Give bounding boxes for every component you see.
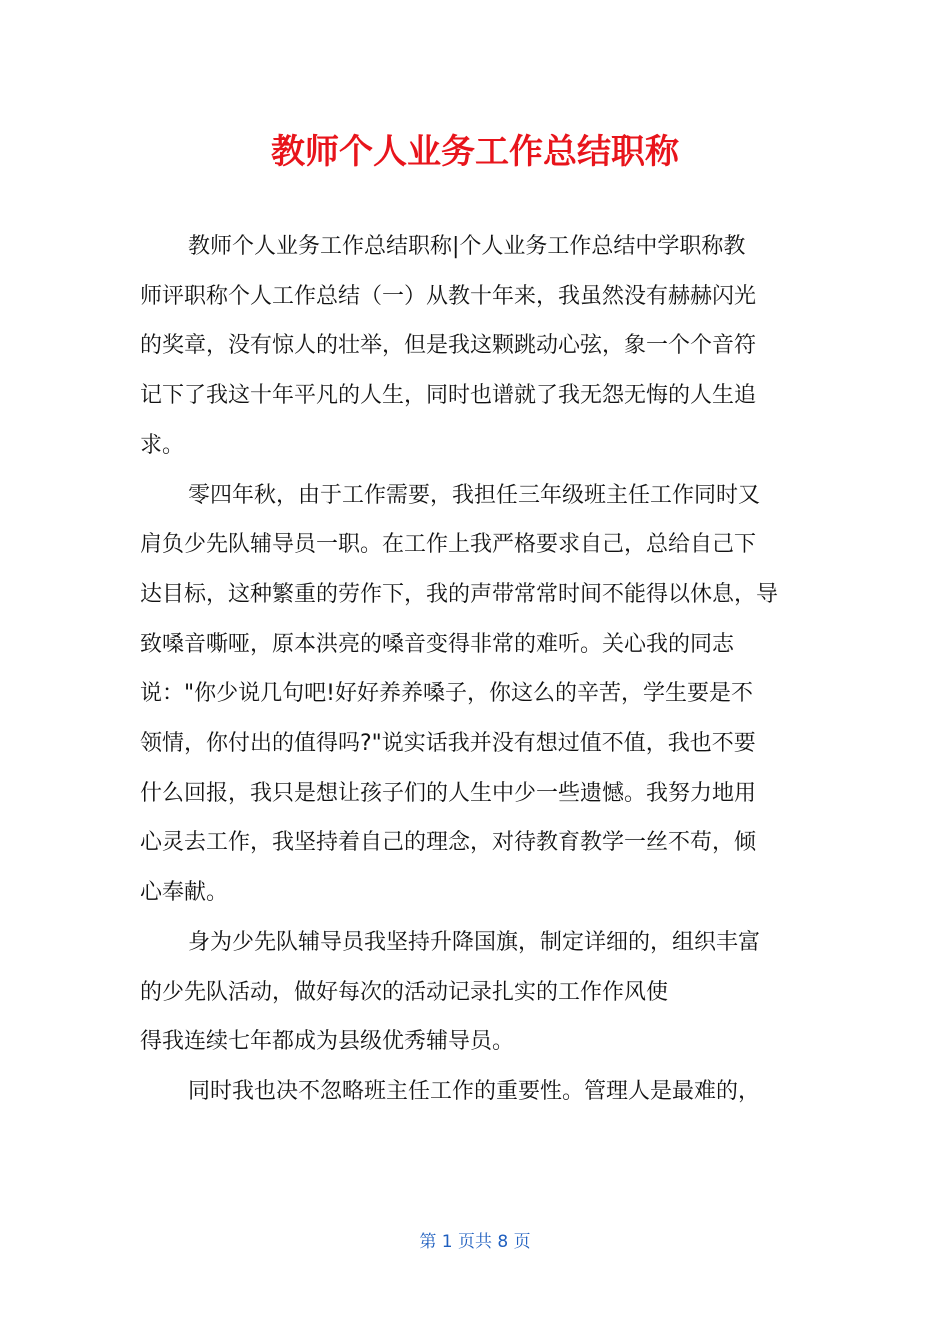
text-line: 同时我也决不忽略班主任工作的重要性。管理人是最难的， <box>188 1078 761 1104</box>
page-number-label: 第 1 页共 8 页 <box>419 1232 531 1252</box>
document-body <box>140 222 812 1117</box>
text-line: 身为少先队辅导员我坚持升降国旗，制定详细的，组织丰富 <box>188 929 761 955</box>
paragraph-2 <box>140 471 812 918</box>
text-line: 得我连续七年都成为县级优秀辅导员。 <box>140 1029 515 1055</box>
text-line: 师评职称个人工作总结（一）从教十年来，我虽然没有赫赫闪光 <box>140 283 757 309</box>
text-line: 心奉献。 <box>140 880 229 906</box>
paragraph-3 <box>140 918 812 1067</box>
text-line: 什么回报，我只是想让孩子们的人生中少一些遗憾。我努力地用 <box>140 780 757 806</box>
text-line: 求。 <box>140 432 185 458</box>
text-line: 领情，你付出的值得吗?"说实话我并没有想过值不值，我也不要 <box>140 731 756 757</box>
text-line: 的少先队活动，做好每次的活动记录扎实的工作作风使 <box>140 979 669 1005</box>
page-footer <box>0 1230 950 1254</box>
text-line: 致嗓音嘶哑，原本洪亮的嗓音变得非常的难听。关心我的同志 <box>140 631 735 657</box>
paragraph-4 <box>140 1067 812 1117</box>
paragraph-1 <box>140 222 812 471</box>
text-line: 心灵去工作，我坚持着自己的理念，对待教育教学一丝不苟，倾 <box>140 830 757 856</box>
text-line: 记下了我这十年平凡的人生，同时也谱就了我无怨无悔的人生追 <box>140 383 757 409</box>
text-line: 肩负少先队辅导员一职。在工作上我严格要求自己，总给自己下 <box>140 532 757 558</box>
document-title: 教师个人业务工作总结职称 <box>271 132 679 172</box>
text-line: 零四年秋，由于工作需要，我担任三年级班主任工作同时又 <box>188 482 761 508</box>
text-line: 的奖章，没有惊人的壮举，但是我这颗跳动心弦，象一个个音符 <box>140 333 757 359</box>
text-line: 教师个人业务工作总结职称|个人业务工作总结中学职称教 <box>188 234 746 259</box>
text-line: 说："你少说几句吧!好好养养嗓子，你这么的辛苦，学生要是不 <box>140 681 753 707</box>
text-line: 达目标，这种繁重的劳作下，我的声带常常时间不能得以休息，导 <box>140 581 779 607</box>
